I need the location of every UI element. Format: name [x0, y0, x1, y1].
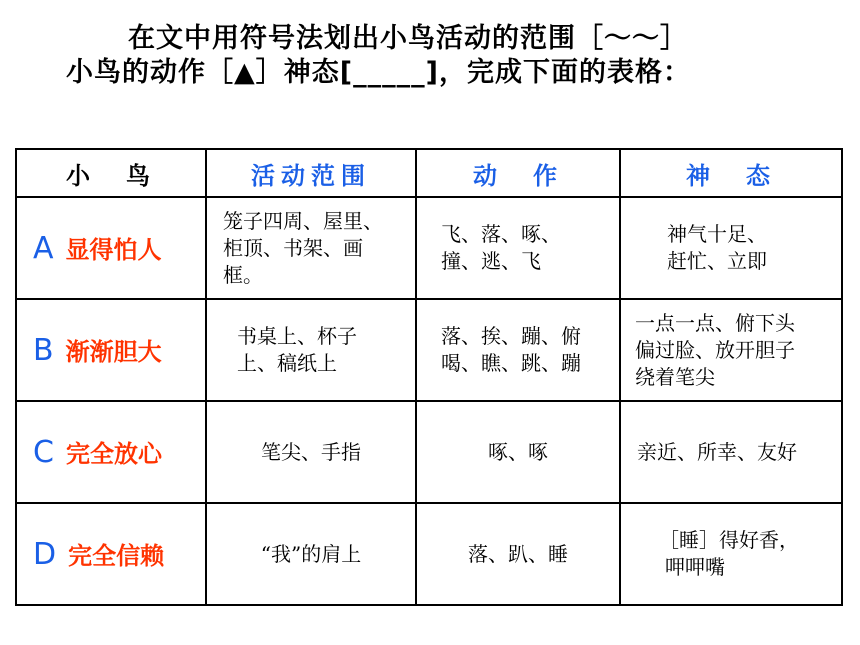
range-cell [206, 197, 416, 299]
action-line: 飞、落、啄、 [441, 222, 561, 246]
manner-line: 呷呷嘴 [665, 555, 725, 579]
manner-cell [620, 401, 842, 503]
instructions [0, 22, 860, 90]
action-line: 啄、啄 [488, 439, 548, 464]
range-line: “我”的肩上 [260, 541, 362, 566]
range-cell [206, 503, 416, 605]
header-range: 活动范围 [206, 149, 416, 197]
header-bird: 小 鸟 [16, 149, 206, 197]
manner-line: 绕着笔尖 [635, 364, 715, 389]
range-cell [206, 401, 416, 503]
range-cell [206, 299, 416, 401]
stage-label: 完全信赖 [68, 542, 165, 570]
action-line: 落、趴、睡 [468, 541, 568, 566]
table-row [16, 401, 842, 503]
manner-cell [620, 197, 842, 299]
manner-line: 赶忙、立即 [667, 249, 767, 273]
range-line: 柜顶、书架、画 [223, 235, 363, 260]
range-line: 笔尖、手指 [261, 439, 361, 464]
stage-cell [16, 299, 206, 401]
range-line: 笼子四周、屋里、 [223, 208, 383, 233]
stage-letter: D [33, 537, 57, 572]
manner-line: ［睡］得好香， [659, 528, 799, 552]
range-line: 书桌上、杯子 [237, 324, 357, 348]
stage-label: 显得怕人 [65, 236, 162, 264]
header-manner: 神 态 [620, 149, 842, 197]
action-cell [416, 299, 620, 401]
stage-letter: C [33, 435, 54, 470]
stage-letter: A [33, 231, 54, 266]
manner-cell [620, 503, 842, 605]
instruction-line-1: 在文中用符号法划出小鸟活动的范围［～～］ [128, 23, 688, 54]
bird-table [15, 148, 843, 606]
manner-cell [620, 299, 842, 401]
stage-letter: B [33, 333, 54, 368]
action-cell [416, 503, 620, 605]
table-row [16, 197, 842, 299]
header-action: 动 作 [416, 149, 620, 197]
instruction-line-2: 小鸟的动作［▲］神态[_____]，完成下面的表格： [66, 57, 691, 88]
manner-line: 偏过脸、放开胆子 [635, 337, 795, 362]
table-row [16, 503, 842, 605]
manner-line: 神气十足、 [667, 222, 767, 246]
action-line: 落、挨、蹦、俯 [441, 324, 581, 348]
action-cell [416, 401, 620, 503]
action-line: 喝、瞧、跳、蹦 [441, 351, 581, 375]
range-line: 框。 [223, 262, 263, 287]
action-cell [416, 197, 620, 299]
stage-label: 完全放心 [65, 440, 162, 468]
action-line: 撞、逃、飞 [441, 249, 541, 273]
stage-cell [16, 503, 206, 605]
manner-line: 亲近、所幸、友好 [637, 439, 797, 464]
stage-cell [16, 401, 206, 503]
manner-line: 一点一点、俯下头 [635, 310, 795, 335]
table-row [16, 299, 842, 401]
table-header-row [16, 149, 842, 197]
stage-cell [16, 197, 206, 299]
range-line: 上、稿纸上 [237, 351, 337, 375]
stage-label: 渐渐胆大 [65, 338, 162, 366]
